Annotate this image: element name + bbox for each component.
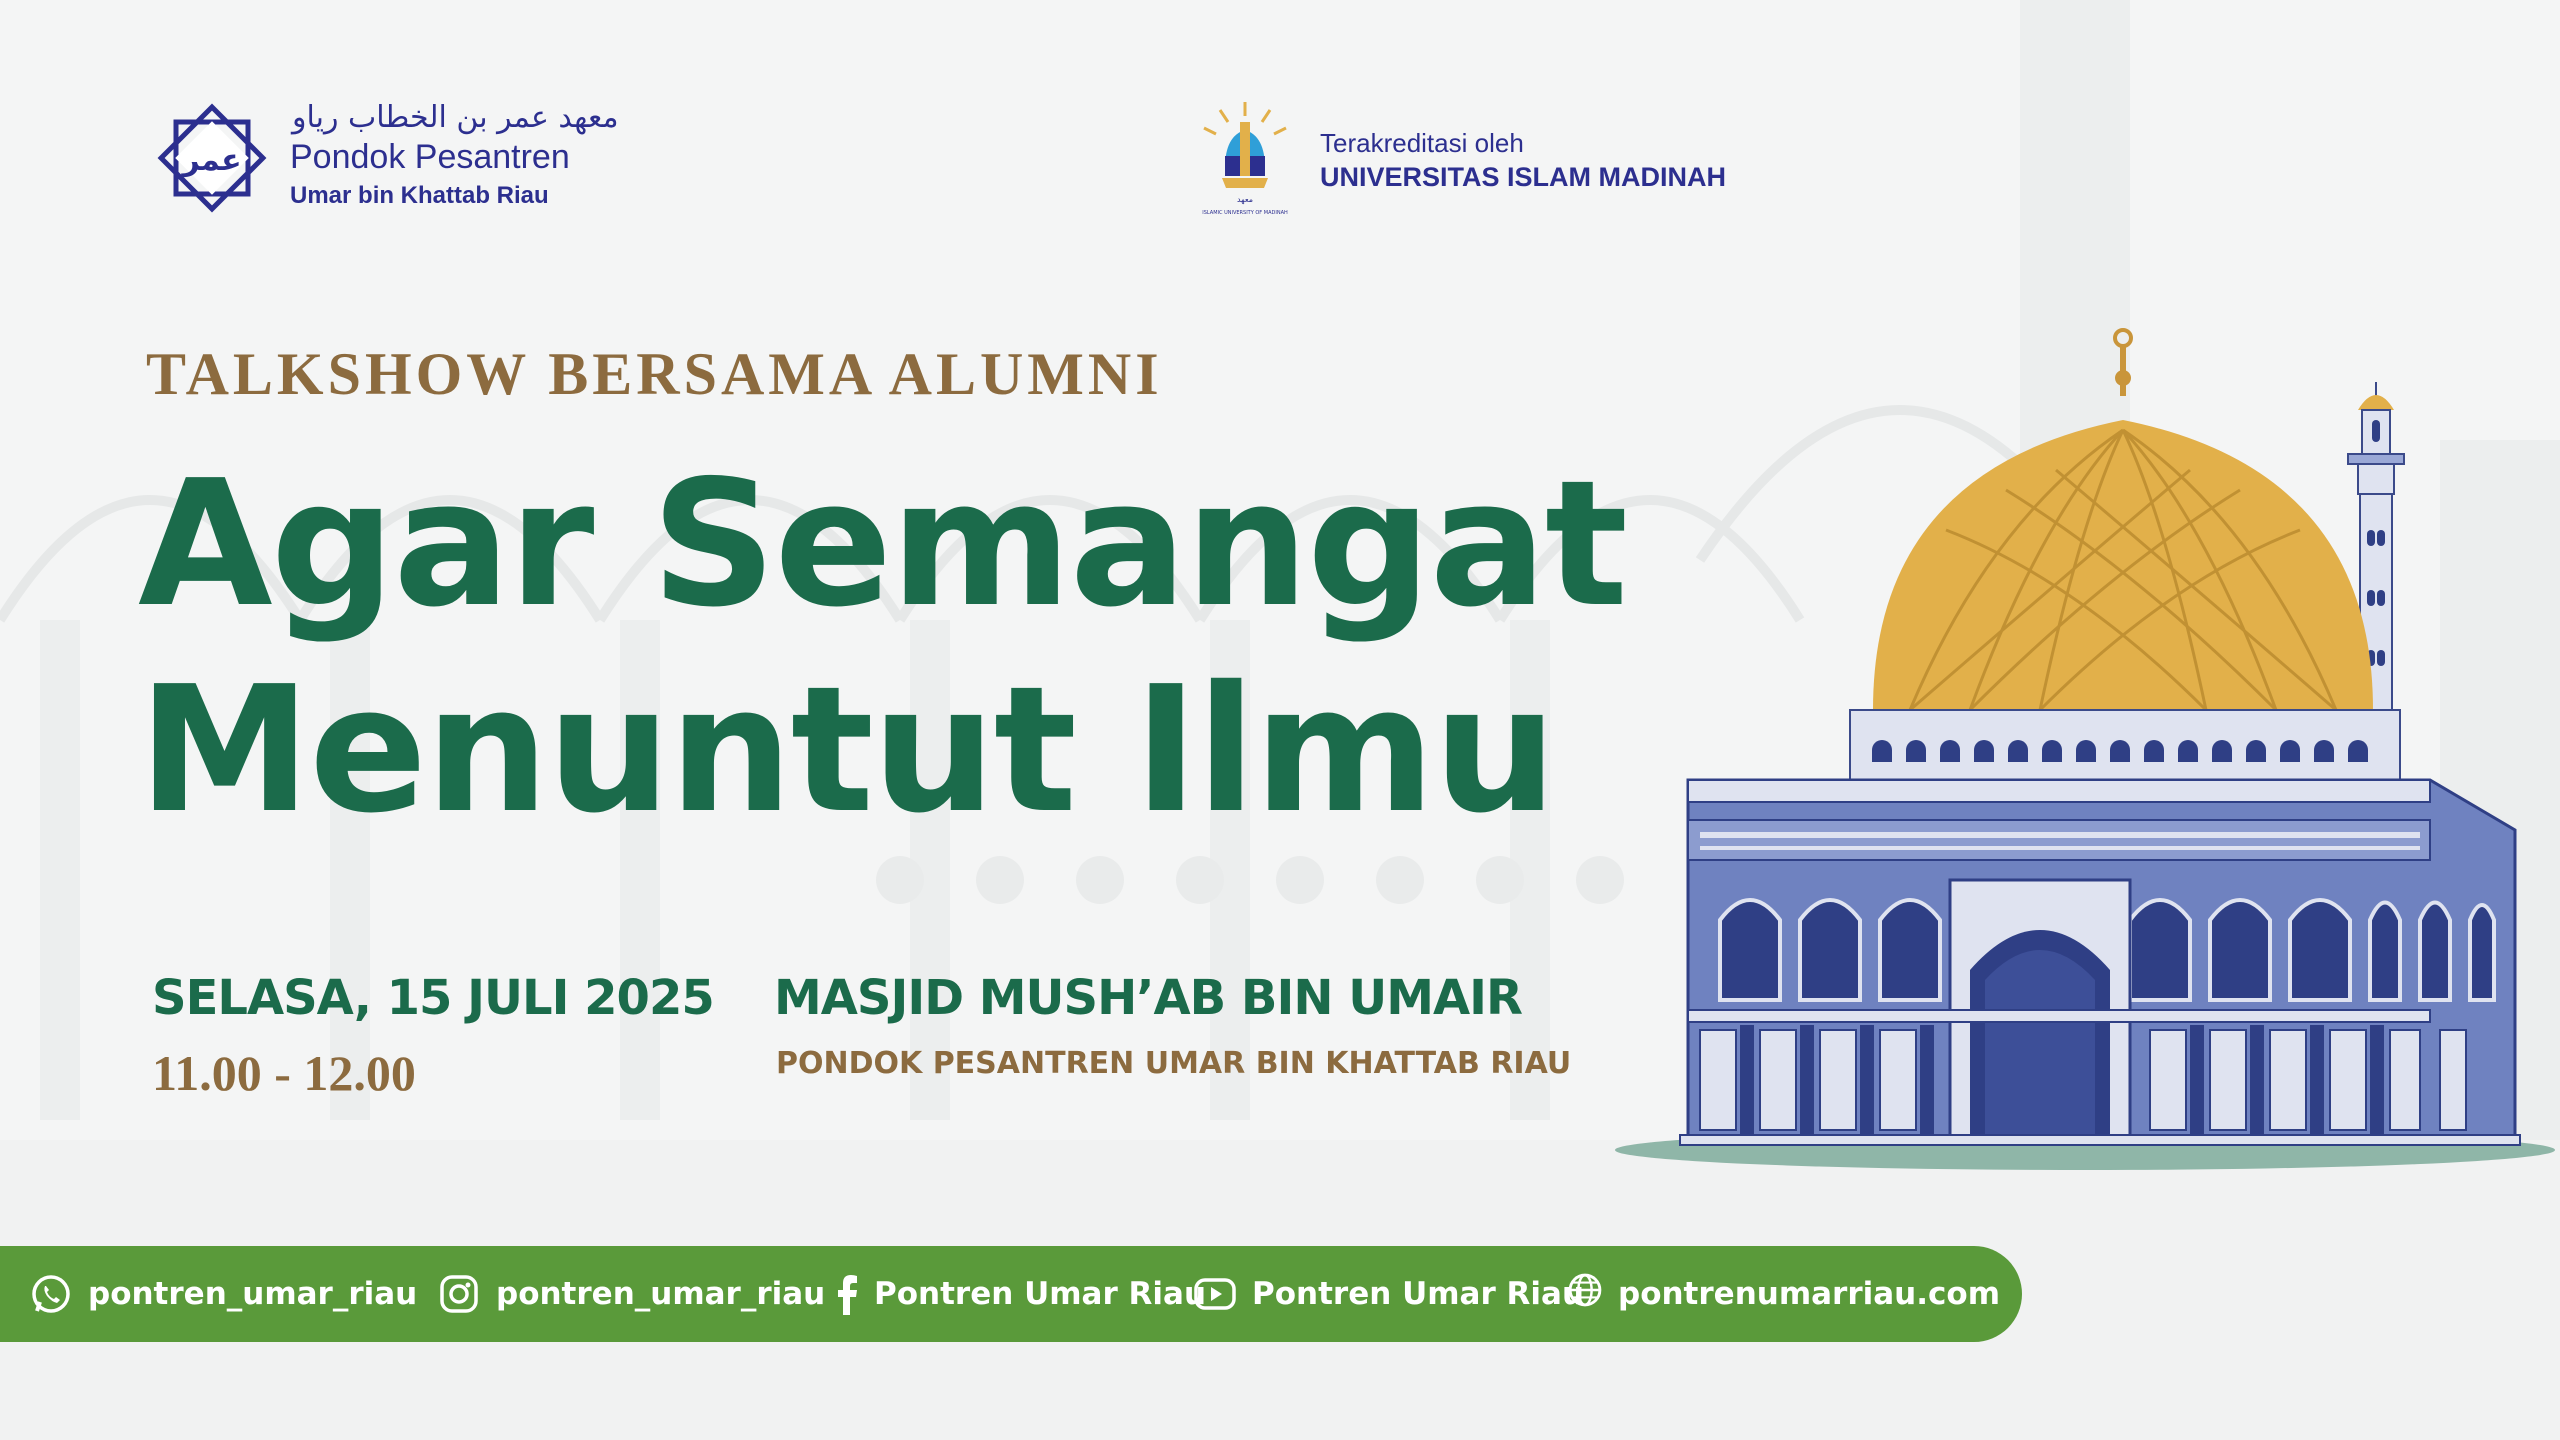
logo-name-line2: Umar bin Khattab Riau: [290, 182, 549, 209]
pesantren-emblem-icon: [152, 98, 272, 218]
globe-icon: [1566, 1271, 1604, 1317]
youtube-icon: [1192, 1271, 1238, 1317]
whatsapp-icon: [28, 1271, 74, 1317]
instagram-label: pontren_umar_riau: [496, 1276, 826, 1312]
social-item-whatsapp[interactable]: [28, 1246, 417, 1342]
event-title: [138, 442, 1626, 854]
mosque-illustration: [1610, 320, 2560, 1180]
event-title-line2: Menuntut Ilmu: [138, 649, 1556, 852]
youtube-label: Pontren Umar Riau: [1252, 1276, 1585, 1312]
social-item-website[interactable]: [1566, 1246, 2000, 1342]
website-label: pontrenumarriau.com: [1618, 1276, 2000, 1312]
event-date: SELASA, 15 JULI 2025: [152, 970, 714, 1026]
event-title-line1: Agar Semangat: [138, 443, 1627, 646]
university-emblem-icon: [1180, 96, 1310, 218]
instagram-icon: [436, 1271, 482, 1317]
pesantren-logo: [152, 98, 619, 218]
logo-arabic-name: معهد عمر بن الخطاب رياو: [292, 100, 619, 135]
facebook-icon: [834, 1271, 860, 1317]
svg-text:عمر: عمر: [182, 143, 242, 178]
facebook-label: Pontren Umar Riau: [874, 1276, 1207, 1312]
event-time: 11.00 - 12.00: [152, 1045, 416, 1101]
social-item-facebook[interactable]: [834, 1246, 1206, 1342]
svg-text:معهد: معهد: [1236, 195, 1254, 204]
event-venue-subtitle: PONDOK PESANTREN UMAR BIN KHATTAB RIAU: [776, 1046, 1572, 1081]
svg-text:ISLAMIC UNIVERSITY OF MADINAH: ISLAMIC UNIVERSITY OF MADINAH: [1202, 210, 1288, 216]
social-item-instagram[interactable]: [436, 1246, 825, 1342]
accreditation-label: Terakreditasi oleh: [1320, 128, 1524, 158]
whatsapp-label: pontren_umar_riau: [88, 1276, 418, 1312]
logo-name-line1: Pondok Pesantren: [290, 138, 570, 176]
social-item-youtube[interactable]: [1192, 1246, 1584, 1342]
accreditation-logo: [1180, 96, 1740, 218]
university-name: UNIVERSITAS ISLAM MADINAH: [1320, 162, 1727, 192]
event-venue: MASJID MUSH’AB BIN UMAIR: [774, 970, 1522, 1026]
social-footer-bar: [0, 1246, 2022, 1342]
event-kicker: TALKSHOW BERSAMA ALUMNI: [146, 341, 1163, 407]
